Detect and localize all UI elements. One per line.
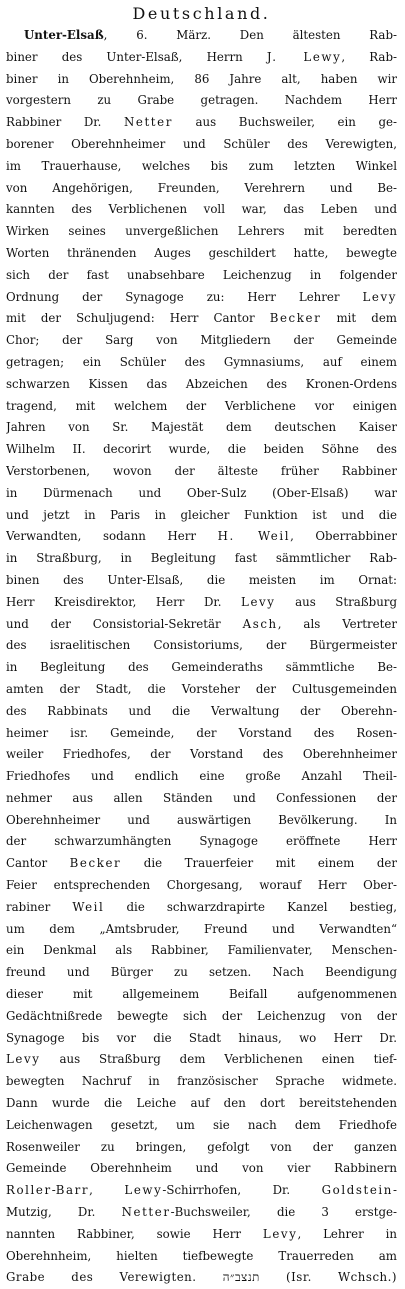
article-line [6,505,397,527]
spaced-name: H. Weil [217,529,291,544]
article-text: Oberehnheim, hielten tiefbewegte Trauerreden am [6,1248,397,1263]
article-text: nannten Rabbiner, sowie Herr [6,1226,263,1241]
article-line [6,25,397,47]
article-text: in Dürmenach und Ober-Sulz (Ober-Elsaß) war [6,485,397,500]
article-line [6,287,397,309]
article-line [6,853,397,875]
article-line [6,657,397,679]
spaced-name: Netter [123,115,173,130]
article-line [6,483,397,505]
article-line [6,831,397,853]
article-text: die Trauerfeier mit einem der [121,856,397,871]
spaced-name: Levy [262,1226,298,1241]
article-text: , 6. März. Den ältesten Rab- [103,28,397,42]
article-line [6,548,397,570]
article-text: und jetzt in Paris in gleicher Funktion ist und die [6,507,397,522]
article-text: Cantor [6,856,70,871]
article-text: schwarzen Kissen das Abzeichen des Kronen-Ordens [6,376,397,391]
article-text: Grabe des Verewigten. תנצב״ה (Isr. Wchsch.) [6,1270,397,1285]
article-text: getragen; ein Schüler des Gymnasiums, auf einem [6,354,397,369]
article-line [6,592,397,614]
article-line [6,984,397,1006]
article-text: bewegten Nachruf in französischer Sprache widmete. [6,1074,397,1089]
article-line [6,701,397,723]
article-text: Friedhofes und endlich eine große Anzahl Theil- [6,769,397,784]
article-text: der schwarzumhängten Synagoge eröffnete Herr [6,834,397,849]
spaced-name: Barr [55,1183,90,1198]
article-text: die schwarzdrapirte Kanzel bestieg, [104,899,397,914]
article-text: Oberehnheimer und auswärtigen Bevölkerung. In [6,812,397,827]
article-line [6,614,397,636]
article-line [6,1267,397,1289]
article-line [6,1006,397,1028]
article-line [6,744,397,766]
article-text: Leichenwagen gesetzt, um sie nach dem Friedhofe [6,1117,397,1132]
spaced-name: Weil [72,899,105,914]
article-line [6,1028,397,1050]
article-text: -Buchsweiler, die 3 erstge- [170,1205,397,1220]
article-line [6,374,397,396]
article-text: Gedächtnißrede bewegte sich der Leichenzug von der [6,1008,397,1023]
article-text: vorgestern zu Grabe getragen. Nachdem Herr [6,93,397,108]
article-text: sich der fast unabsehbare Leichenzug in folgender [6,267,397,282]
article-text: Verwandten, sodann Herr [6,529,218,544]
article-line [6,396,397,418]
article-line [6,723,397,745]
article-line [6,766,397,788]
article-text: dieser mit allgemeinem Beifall aufgenommenen [6,987,397,1002]
article-line [6,679,397,701]
article-text: und der Consistorial-Sekretär [6,616,243,631]
article-text: -Schirrhofen, Dr. [162,1183,322,1198]
article-line [6,570,397,592]
article-line [6,112,397,134]
article-text: Verstorbenen, wovon der älteste früher Rabbiner [6,463,397,478]
article-text: im Trauerhause, welches bis zum letzten Winkel [6,158,397,173]
article-text: rabiner [6,899,73,914]
article-text: Rabbiner Dr. [6,115,124,130]
article-text: in Straßburg, in Begleitung fast sämmtlicher Rab- [6,551,397,566]
article-text: des israelitischen Consistoriums, der Bürgermeister [6,638,397,653]
article-text: Rosenweiler zu bringen, gefolgt von der ganzen [6,1139,397,1154]
article-text: mit der Schuljugend: Herr Cantor [6,311,270,326]
article-text: binen des Unter-Elsaß, die meisten im Ornat: [6,572,397,587]
article-line [6,1202,397,1224]
article-line [6,178,397,200]
article-text: Herr Kreisdirektor, Herr Dr. [6,594,242,609]
article-text: in Begleitung des Gemeinderaths sämmtliche Be- [6,660,397,675]
article-line [6,810,397,832]
article-line [6,69,397,91]
article-line [6,1224,397,1246]
article-text: amten der Stadt, die Vorsteher der Cultusgemeinden [6,681,397,696]
article-text: aus Straßburg [275,594,397,609]
article-line [6,1158,397,1180]
article-text: , [89,1183,125,1198]
article-text: aus Buchsweiler, ein ge- [172,115,397,130]
article-line [6,635,397,657]
article-text: Chor; der Sarg von Mitgliedern der Gemeinde [6,333,397,348]
spaced-name: Asch [242,616,278,631]
article-text: biner des Unter-Elsaß, Herrn [6,49,267,64]
article-text: nehmer aus allen Ständen und Confessionen der [6,790,397,805]
article-text: Worten thränenden Auges geschildert hatte, bewegte [6,245,397,260]
article-line [6,47,397,69]
article-line [6,1137,397,1159]
article-text: Dann wurde die Leiche auf den dort bereitstehenden [6,1096,397,1111]
article-text: , Rab- [341,49,397,64]
article-line [6,134,397,156]
article-line [6,417,397,439]
article-text: weiler Friedhofes, der Vorstand des Oberehnheimer [6,747,397,762]
article-line [6,265,397,287]
article-line [6,1246,397,1268]
article-text: - [393,1183,397,1198]
article-text: - [51,1183,56,1198]
article-line [6,875,397,897]
article-line [6,461,397,483]
article-text: borener Oberehnheimer und Schüler des Verewigten, [6,136,397,151]
article-line [6,352,397,374]
article-line [6,308,397,330]
article-text: , Lehrer in [297,1226,397,1241]
article-text: ein Denkmal als Rabbiner, Familienvater, Menschen- [6,943,397,958]
article-line [6,962,397,984]
spaced-name: Levy [241,594,276,609]
article-text: freund und Bürger zu setzen. Nach Beendigung [6,965,397,980]
article-body [6,25,397,1289]
spaced-name: Becker [69,856,122,871]
article-line [6,156,397,178]
article-text: Wilhelm II. decorirt wurde, die beiden Söhne des [6,442,397,457]
article-text: um dem „Amtsbruder, Freund und Verwandten“ [6,921,397,936]
spaced-name: J. Lewy [266,49,342,64]
article-text: biner in Oberehnheim, 86 Jahre alt, haben wir [6,71,397,86]
spaced-name: Roller [6,1183,52,1198]
article-text: , Oberrabbiner [290,529,397,544]
article-line [6,199,397,221]
spaced-name: Goldstein [321,1183,393,1198]
dateline: Unter-Elsaß [24,28,104,42]
spaced-name: Levy [362,289,397,304]
article-text: heimer isr. Gemeinde, der Vorstand des Rosen- [6,725,397,740]
spaced-name: Becker [269,311,322,326]
article-line [6,788,397,810]
article-text: aus Straßburg dem Verblichenen einen tief- [40,1052,397,1067]
article-line [6,221,397,243]
article-text: Jahren von Sr. Majestät dem deutschen Kaiser [6,420,397,435]
article-line [6,1115,397,1137]
article-line [6,243,397,265]
spaced-name: Lewy [124,1183,163,1198]
article-line [6,940,397,962]
article-line [6,919,397,941]
article-text: des Rabbinats und die Verwaltung der Oberehn- [6,703,397,718]
article-text: Synagoge bis vor die Stadt hinaus, wo Herr Dr. [6,1030,397,1045]
article-text: tragend, mit welchem der Verblichene vor einigen [6,398,397,413]
article-line [6,1180,397,1202]
article-text: Gemeinde Oberehnheim und von vier Rabbinern [6,1161,397,1176]
article-text: , als Vertreter [277,616,397,631]
spaced-name: Levy [6,1052,41,1067]
article-text: von Angehörigen, Freunden, Verehrern und Be- [6,180,397,195]
article-text: Feier entsprechenden Chorgesang, worauf Herr Ober- [6,878,397,893]
article-line [6,897,397,919]
article-text: Mutzig, Dr. [6,1205,122,1220]
article-text: Ordnung der Synagoge zu: Herr Lehrer [6,289,363,304]
article-text: mit dem [321,311,397,326]
article-line [6,1093,397,1115]
article-text: kannten des Verblichenen voll war, das Leben und [6,202,397,217]
spaced-name: Netter [121,1205,171,1220]
article-line [6,330,397,352]
article-line [6,439,397,461]
article-line [6,90,397,112]
article-line [6,526,397,548]
article-text: Wirken seines unvergeßlichen Lehrers mit beredten [6,224,397,239]
article-line [6,1071,397,1093]
section-heading: Deutschland. [132,4,271,23]
